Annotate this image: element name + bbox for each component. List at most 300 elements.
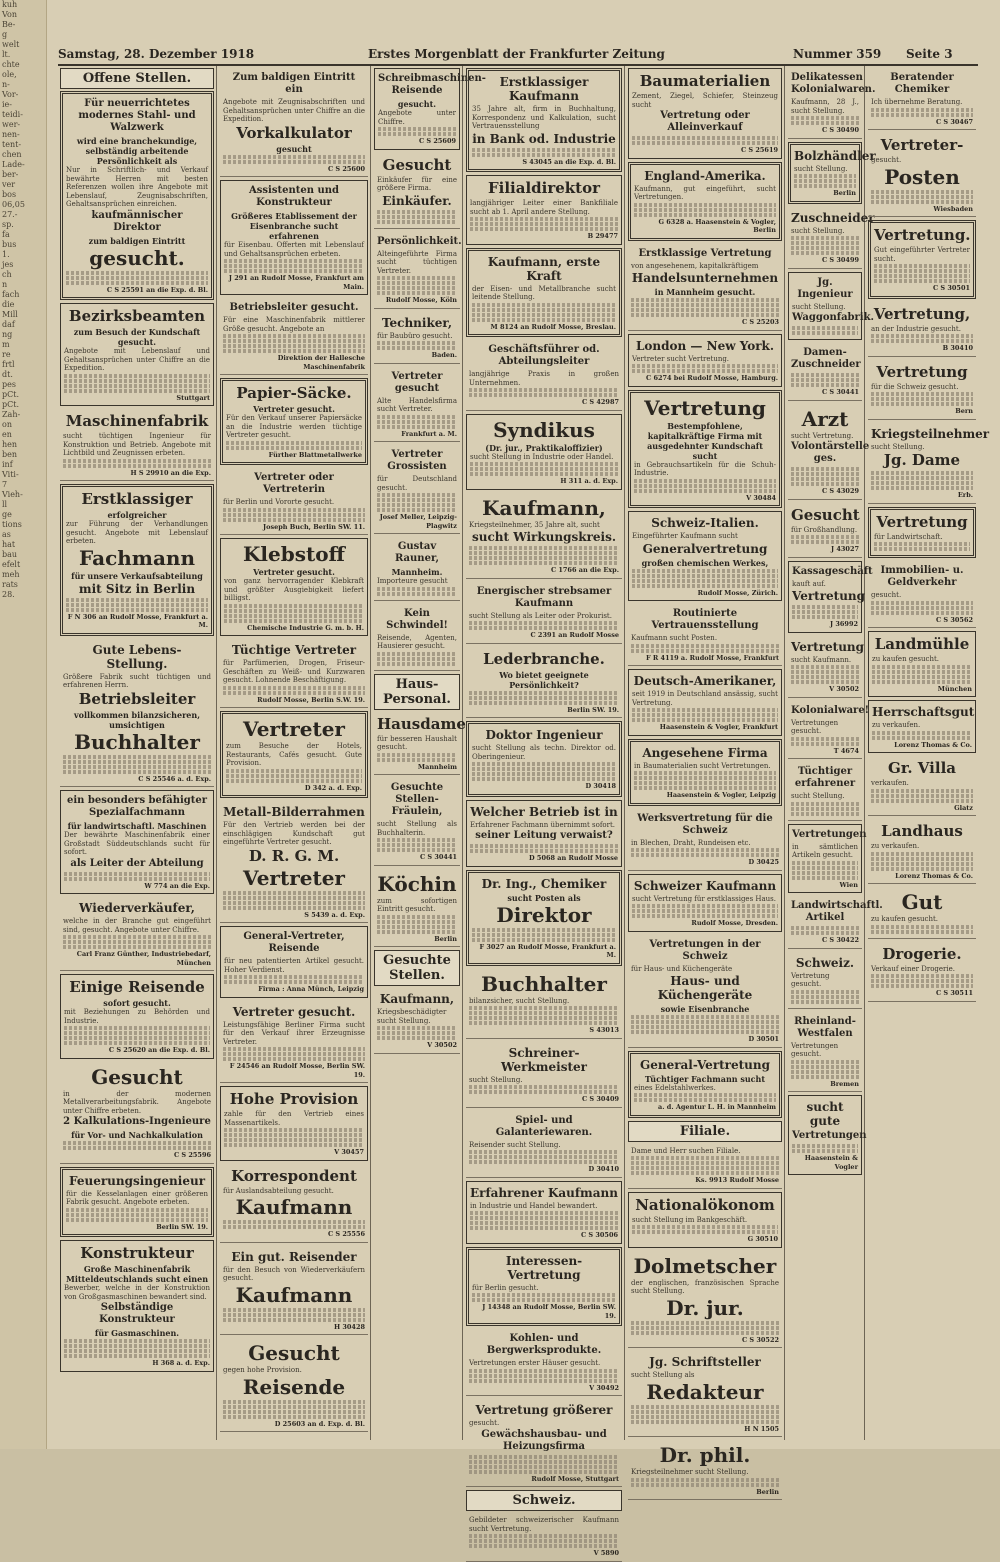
- small-print-line: [377, 498, 457, 502]
- classified-ad: [788, 272, 875, 341]
- small-print-line: [377, 662, 457, 666]
- ad-reference: C S 25609: [418, 137, 456, 145]
- ad-body-text: für Berlin gesucht.: [472, 1283, 539, 1292]
- fragment-line: 7: [2, 480, 8, 489]
- ad-heading-secondary: sucht Wirkungskreis.: [471, 530, 617, 544]
- ad-reference: Rudolf Mosse, Dresden.: [691, 919, 778, 927]
- small-print-line: [377, 215, 457, 219]
- ad-body-text: für Baubüro gesucht.: [377, 331, 453, 340]
- small-print-line: [872, 670, 972, 674]
- classified-ad: [868, 561, 976, 628]
- fragment-line: Von: [2, 10, 18, 19]
- ad-heading-secondary: kaufmännischer Direktor: [91, 209, 183, 233]
- ad-reference: C S 30409: [581, 1095, 619, 1103]
- classified-ad: [374, 712, 466, 776]
- small-print-line: [791, 1075, 859, 1079]
- ad-heading: Beratender Chemiker: [890, 72, 954, 95]
- small-print-line: [791, 1060, 859, 1064]
- ad-reference: Haasenstein & Vogler: [804, 1154, 858, 1171]
- small-print-line: [377, 508, 457, 512]
- small-print-line: [792, 871, 858, 875]
- ad-heading: Delikatessen Kolonialwaren.: [791, 72, 876, 95]
- small-print-line: [631, 644, 779, 648]
- small-print-line: [470, 472, 618, 476]
- classified-ad: [788, 952, 862, 1009]
- ad-reference: J 36992: [830, 620, 858, 628]
- ad-heading: Korrespondent: [231, 1166, 357, 1185]
- fragment-line: rats: [2, 580, 18, 589]
- small-print-line: [223, 518, 365, 522]
- ad-heading: General-Vertretung: [639, 1057, 771, 1072]
- ad-heading: Herrschaftsgut: [872, 705, 975, 719]
- ad-subheading-secondary: großen chemischen Werkes,: [641, 557, 769, 568]
- small-print-line: [63, 1146, 211, 1150]
- small-print-line: [224, 1133, 364, 1137]
- small-print-line: [377, 341, 457, 345]
- classified-ad: [220, 1001, 368, 1084]
- small-print-line: [470, 844, 618, 848]
- column-7: [866, 66, 990, 1440]
- ad-body-text: Einkäufer für eine größere Firma.: [377, 175, 457, 192]
- small-print-line: [63, 1141, 211, 1145]
- ad-heading: Kolonialware!: [791, 704, 870, 716]
- small-print-line: [223, 508, 365, 512]
- column-1: [58, 66, 217, 1440]
- small-print-line: [469, 1460, 619, 1464]
- small-print-line: [224, 269, 364, 273]
- ad-heading-secondary: Fachmann: [79, 545, 195, 570]
- ad-body-text: sucht tüchtigen Ingenieur für Konstruktion und Betrieb. Angebote mit Lichtbild und Zeugnissen erbeten.: [63, 432, 211, 457]
- small-print-line: [377, 592, 457, 596]
- classified-ad: [60, 790, 214, 894]
- small-print-line: [223, 1308, 365, 1312]
- classified-ad: [628, 1192, 782, 1248]
- small-print-line: [223, 349, 365, 353]
- fragment-line: frtl: [2, 360, 15, 369]
- ad-body-text: für die Kesselanlagen einer größeren Fabrik gesucht. Angebote erbeten.: [66, 1189, 208, 1206]
- fragment-line: lt.: [2, 50, 11, 59]
- small-print-line: [472, 928, 616, 932]
- ad-heading: Deutsch-Amerikaner,: [633, 674, 777, 688]
- small-print-line: [791, 373, 859, 377]
- ad-heading-secondary: als Leiter der Abteilung: [70, 857, 204, 869]
- fragment-line: jes: [2, 260, 14, 269]
- ad-heading: Schweiz.: [795, 955, 855, 970]
- small-print-line: [377, 652, 457, 656]
- classified-ad: [466, 1513, 622, 1562]
- small-print-line: [469, 696, 619, 700]
- small-print-line: [472, 767, 616, 771]
- classified-ad: [60, 639, 214, 788]
- fragment-line: 06,05: [2, 200, 25, 209]
- fragment-line: dt.: [2, 370, 13, 379]
- fragment-line: bau: [2, 550, 18, 559]
- small-print-line: [469, 1534, 619, 1538]
- ad-body-text: gesucht.: [871, 156, 902, 164]
- small-print-line: [64, 374, 210, 378]
- small-print-line: [472, 1298, 616, 1302]
- small-print-line: [377, 838, 457, 842]
- small-print-line: [223, 339, 365, 343]
- ad-reference: T 4674: [833, 746, 859, 755]
- small-print-line: [223, 1410, 365, 1414]
- ad-body-text: zu kaufen gesucht.: [872, 655, 940, 663]
- ad-body-text: von angesehenem, kapitalkräftigem: [631, 261, 759, 270]
- ad-heading-secondary: Dr. jur.: [666, 1295, 744, 1320]
- small-print-line: [871, 930, 973, 934]
- small-print-line: [791, 802, 859, 806]
- small-print-line: [871, 799, 973, 803]
- small-print-line: [469, 1085, 619, 1089]
- small-print-line: [792, 610, 858, 614]
- ad-heading: Einige Reisende: [69, 978, 205, 996]
- classified-ad: [60, 1062, 214, 1164]
- classified-ad: [374, 537, 460, 601]
- ad-subheading: wird eine branchekundige, selbständig arbeitende Persönlichkeit als: [76, 136, 198, 166]
- small-print-line: [472, 772, 616, 776]
- ad-reference: V 30484: [746, 493, 776, 502]
- small-print-line: [871, 392, 973, 396]
- small-print-line: [631, 1478, 779, 1482]
- ad-heading: Arzt: [801, 406, 849, 431]
- column-5: [626, 66, 785, 1496]
- ad-body-text: mit Beziehungen zu Behörden und Industrie.: [64, 1008, 210, 1025]
- small-print-line: [631, 1483, 779, 1487]
- small-print-line: [631, 1161, 779, 1165]
- fragment-line: ie-: [2, 100, 12, 109]
- ad-heading: Assistenten und Konstrukteur: [249, 185, 339, 208]
- classified-ad: [60, 303, 214, 406]
- small-print-line: [377, 758, 457, 762]
- small-print-line: [224, 604, 364, 608]
- ad-reference: C S 30441: [821, 388, 859, 396]
- small-print-line: [470, 217, 618, 221]
- small-print-line: [223, 334, 365, 338]
- fragment-line: bos: [2, 190, 17, 199]
- small-print-line: [377, 930, 457, 934]
- ad-heading: Wiederverkäufer,: [79, 901, 195, 915]
- ad-heading: Welcher Betrieb ist in: [470, 804, 618, 819]
- ad-reference: C 6274 bei Rudolf Mosse, Hamburg.: [646, 374, 778, 382]
- fragment-line: 27.-: [2, 210, 18, 219]
- ad-heading-secondary: Vertretung: [792, 589, 866, 603]
- small-print-line: [792, 331, 858, 335]
- small-print-line: [64, 1339, 210, 1343]
- fragment-line: ver: [2, 180, 16, 189]
- ad-body-text: Vertretung gesucht.: [791, 971, 830, 988]
- classified-ad: [466, 175, 622, 245]
- fragment-line: ben: [2, 450, 18, 459]
- fragment-line: as: [2, 530, 11, 539]
- small-print-line: [377, 276, 457, 280]
- ad-heading-secondary: 2 Kalkulations-Ingenieure: [63, 1116, 211, 1127]
- ad-body-text: zu kaufen gesucht.: [871, 915, 939, 923]
- ad-body-text: Vertretungen gesucht.: [791, 718, 839, 735]
- ad-reference: C S 25596: [173, 1151, 211, 1159]
- ad-subheading-secondary: zum baldigen Eintritt: [88, 235, 186, 246]
- fragment-line: ge: [2, 510, 12, 519]
- ad-heading: Vertretung größerer: [475, 1403, 613, 1417]
- small-print-line: [66, 1213, 208, 1217]
- small-print-line: [631, 649, 779, 653]
- fragment-line: 1.: [2, 250, 10, 259]
- fragment-line: hat: [2, 540, 16, 549]
- small-print-line: [871, 984, 973, 988]
- small-print-line: [469, 626, 619, 630]
- classified-ad: [220, 378, 368, 465]
- ad-heading: Schweiz-Italien.: [651, 516, 759, 530]
- ad-reference: C S 25600: [327, 164, 365, 173]
- small-print-line: [226, 774, 362, 778]
- ad-reference: C S 42987: [581, 398, 619, 406]
- ad-subheading: Große Maschinenfabrik Mitteldeutschlands sucht einen: [65, 1264, 209, 1284]
- small-print-line: [377, 1026, 457, 1030]
- ad-heading: Erstklassige Vertretung: [638, 247, 772, 259]
- ad-body-text: in Baumaterialien sucht Vertretungen.: [634, 761, 771, 770]
- ad-body-text: kauft auf.: [792, 579, 826, 588]
- ad-heading-tertiary: Vertreter: [243, 865, 345, 890]
- ad-heading: Ein gut. Reisender: [231, 1249, 357, 1264]
- small-print-line: [377, 493, 457, 497]
- small-print-line: [377, 425, 457, 429]
- ad-heading: Rheinland-Westfalen: [794, 1015, 856, 1039]
- ad-body-text: Kriegsbeschädigter sucht Stellung.: [377, 1008, 447, 1025]
- small-print-line: [871, 794, 973, 798]
- classified-ad: [374, 153, 460, 229]
- small-print-line: [792, 876, 858, 880]
- ad-body-text: sucht Stellung.: [791, 226, 845, 235]
- ad-reference: Rudolf Mosse, Köln: [385, 296, 457, 304]
- small-print-line: [792, 326, 858, 330]
- ad-body-text: Reisende, Agenten, Hausierer gesucht.: [377, 633, 457, 650]
- classified-ad: [220, 711, 368, 798]
- small-print-line: [377, 920, 457, 924]
- classified-ad: [466, 1111, 622, 1178]
- small-print-line: [377, 291, 457, 295]
- classified-ad: [788, 207, 875, 269]
- ad-heading: Lederbranche.: [483, 649, 605, 668]
- classified-ad: [374, 367, 460, 443]
- small-print-line: [63, 935, 211, 939]
- small-print-line: [634, 479, 776, 483]
- classified-ad: [220, 1338, 368, 1432]
- ad-reference: J 14348 an Rudolf Mosse, Berlin SW. 19.: [482, 1303, 616, 1320]
- classified-ad: [868, 423, 990, 504]
- small-print-line: [63, 945, 211, 949]
- small-print-line: [631, 1171, 779, 1175]
- ad-body-text: 35 Jahre alt, firm in Buchhaltung, Korrespondenz und Kalkulation, sucht Vertrauensstellung: [472, 105, 616, 130]
- small-print-line: [469, 1155, 619, 1159]
- small-print-line: [223, 1047, 365, 1051]
- small-print-line: [631, 1030, 779, 1034]
- ad-heading: ein besonders befähigter Spezialfachmann: [66, 795, 208, 818]
- ad-body-text: Vertretungen gesucht.: [791, 1041, 839, 1058]
- ad-body-text: für den Besuch von Wiederverkäufern gesucht.: [223, 1265, 365, 1282]
- small-print-line: [791, 482, 859, 486]
- small-print-line: [66, 603, 208, 607]
- classified-ad: [628, 1144, 782, 1189]
- small-print-line: [64, 872, 210, 876]
- ad-reference: Lorenz Thomas & Co.: [895, 871, 973, 880]
- ad-body-text: Kriegsteilnehmer sucht Stellung.: [631, 1468, 749, 1476]
- small-print-line: [791, 990, 859, 994]
- small-print-line: [469, 556, 619, 560]
- ad-heading: Vertreter: [243, 717, 345, 741]
- small-print-line: [634, 489, 776, 493]
- small-print-line: [377, 753, 457, 757]
- ad-subheading: für landwirtschaftl. Maschinen: [67, 821, 207, 831]
- classified-ad: [868, 360, 976, 420]
- ad-body-text: bilanzsicher, sucht Stellung.: [469, 996, 570, 1005]
- small-print-line: [632, 136, 778, 140]
- section-banner: Filiale.: [628, 1121, 782, 1142]
- ad-body-text: für besseren Haushalt gesucht.: [377, 734, 457, 751]
- ad-heading: Feuerungsingenieur: [68, 1173, 206, 1188]
- fragment-line: g: [2, 30, 8, 39]
- ad-heading-secondary: Generalvertretung: [642, 541, 768, 556]
- ad-body-text: eines Edelstahlwerkes.: [634, 1083, 716, 1092]
- ad-heading-secondary: Kaufmann: [235, 1195, 353, 1219]
- ad-heading: Schreiner-Werkmeister: [501, 1045, 587, 1074]
- small-print-line: [469, 393, 619, 397]
- classified-ad: [788, 142, 876, 204]
- small-print-line: [871, 601, 973, 605]
- small-print-line: [874, 279, 970, 283]
- small-print-line: [224, 609, 364, 613]
- ad-body-text: seit 1919 in Deutschland ansässig, sucht Vertretung.: [632, 690, 778, 707]
- ad-reference: F 24546 an Rudolf Mosse, Berlin SW. 19.: [229, 1062, 365, 1079]
- ad-body-text: gegen hohe Provision.: [223, 1366, 302, 1374]
- classified-ad: [868, 942, 976, 1002]
- ad-heading: Gr. Villa: [888, 759, 956, 777]
- fragment-line: meh: [2, 570, 20, 579]
- small-print-line: [791, 236, 859, 240]
- ad-heading: Filialdirektor: [487, 179, 601, 197]
- small-print-line: [64, 1344, 210, 1348]
- ad-heading: Gesuchte Stellen-Fräulein,: [390, 782, 444, 817]
- ad-heading: Hohe Provision: [229, 1090, 359, 1108]
- ad-heading: Köchin: [377, 871, 457, 896]
- ad-heading: Vertreter Grossisten: [387, 449, 447, 472]
- ad-heading: Dolmetscher: [633, 1253, 777, 1278]
- small-print-line: [632, 579, 778, 583]
- small-print-line: [224, 1143, 364, 1147]
- small-print-line: [791, 251, 859, 255]
- small-print-line: [470, 1226, 618, 1230]
- small-print-line: [378, 127, 456, 131]
- ad-heading: Landwirtschaftl. Artikel: [791, 900, 883, 923]
- small-print-line: [634, 781, 776, 785]
- small-print-line: [377, 415, 457, 419]
- classified-ad: [628, 1051, 782, 1118]
- small-print-line: [791, 116, 859, 120]
- ad-reference: Joseph Buch, Berlin SW. 11.: [263, 522, 365, 531]
- classified-ad: [466, 414, 622, 490]
- ad-heading: Kohlen- und Bergwerksprodukte.: [486, 1333, 602, 1356]
- ad-reference: B 29477: [587, 232, 618, 240]
- small-print-line: [632, 904, 778, 908]
- small-print-line: [64, 389, 210, 393]
- fragment-line: inf: [2, 460, 13, 469]
- small-print-line: [632, 364, 778, 368]
- small-print-line: [470, 1216, 618, 1220]
- ad-body-text: sucht Stellung als Buchhalterin.: [377, 820, 457, 837]
- classified-ad: [60, 897, 214, 971]
- small-print-line: [872, 675, 972, 679]
- classified-ad: [374, 68, 486, 150]
- classified-ad: [220, 926, 368, 998]
- ad-heading: Zum baldigen Eintritt ein: [232, 72, 356, 95]
- small-print-line: [791, 121, 859, 125]
- fragment-line: ng: [2, 330, 13, 339]
- small-print-line: [469, 546, 619, 550]
- ad-body-text: Verkauf einer Drogerie.: [871, 964, 955, 973]
- ad-reference: Berlin SW. 19.: [567, 705, 619, 714]
- small-print-line: [631, 1156, 779, 1160]
- classified-ad: [466, 1042, 622, 1108]
- small-print-line: [874, 274, 970, 278]
- column-4: [464, 66, 625, 1557]
- small-print-line: [223, 513, 365, 517]
- ad-body-text: sucht Vertretung für erstklassiges Haus.: [632, 894, 776, 903]
- ad-subheading-secondary: für unsere Verkaufsabteilung: [71, 570, 203, 581]
- classified-ad: [868, 756, 976, 816]
- ad-body-text: Für den Verkauf unserer Papiersäcke an die Industrie werden tüchtige Vertreter gesucht.: [226, 414, 362, 439]
- ad-subheading: erfolgreicher: [107, 510, 167, 520]
- small-print-line: [226, 769, 362, 773]
- small-print-line: [791, 680, 859, 684]
- ad-heading: Vertretung,: [873, 304, 971, 323]
- classified-ad: [466, 969, 622, 1039]
- ad-body-text: Bewerber, welche in der Konstruktion von Großgasmaschinen bewandert sind.: [64, 1284, 210, 1301]
- fragment-line: Be-: [2, 20, 16, 29]
- ad-reference: C S 30422: [821, 936, 859, 944]
- small-print-line: [469, 691, 619, 695]
- small-print-line: [791, 931, 859, 935]
- small-print-line: [872, 731, 972, 735]
- small-print-line: [470, 467, 618, 471]
- classified-ad: [220, 298, 368, 375]
- ad-reference: Rudolf Mosse, Stuttgart: [531, 1474, 619, 1483]
- small-print-line: [472, 762, 616, 766]
- small-print-line: [377, 848, 457, 852]
- small-print-line: [791, 995, 859, 999]
- small-print-line: [871, 339, 973, 343]
- classified-ad: [60, 91, 214, 300]
- ad-body-text: Ich übernehme Beratung.: [871, 98, 963, 106]
- classified-ad: [374, 988, 460, 1054]
- small-print-line: [223, 891, 365, 895]
- ad-heading: Syndikus: [493, 417, 595, 442]
- ad-heading: Jg. Schriftsteller: [649, 1355, 761, 1369]
- classified-ad: [374, 312, 460, 364]
- small-print-line: [223, 1052, 365, 1056]
- small-print-line: [64, 1036, 210, 1040]
- classified-ad: [466, 1399, 622, 1487]
- ad-reference: V 30502: [829, 685, 859, 693]
- small-print-line: [871, 852, 973, 856]
- ad-body-text: gesucht.: [469, 1419, 500, 1427]
- small-print-line: [469, 1011, 619, 1015]
- ad-body-text: Kaufmann, gut eingeführt, sucht Vertretungen.: [634, 184, 776, 201]
- ad-heading-secondary: Reisende: [242, 1374, 346, 1399]
- small-print-line: [469, 1374, 619, 1378]
- small-print-line: [223, 1405, 365, 1409]
- ad-body-text: für die Schweiz gesucht.: [871, 382, 959, 391]
- ad-body-text: sucht Stellung als: [631, 1371, 695, 1379]
- ad-body-text: Gut eingeführter Vertreter sucht.: [874, 246, 970, 263]
- small-print-line: [224, 614, 364, 618]
